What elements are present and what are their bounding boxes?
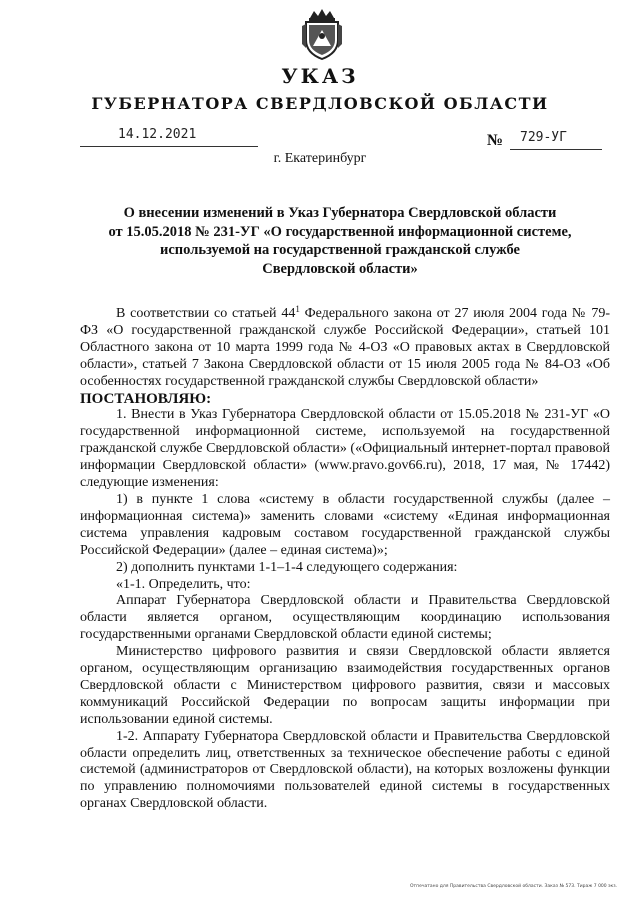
issuer-title: ГУБЕРНАТОРА СВЕРДЛОВСКОЙ ОБЛАСТИ <box>91 94 549 113</box>
number-sign: № <box>487 132 504 149</box>
coat-of-arms-icon <box>300 8 344 60</box>
decree-keyword: ПОСТАНОВЛЯЮ: <box>80 390 212 407</box>
heading-line: О внесении изменений в Указ Губернатора Свердловской области <box>123 205 557 221</box>
number-underline <box>510 149 602 150</box>
paragraph: 1-2. Аппарату Губернатора Свердловской области и Правительства Свердловской области определить лиц, ответственных за техническое обеспечение работы с единой системой (администраторов от Свердловской области), на которых возложены функции по управлению полномочиями пользователей единой системы в государственных органах Свердловской области. <box>80 728 610 812</box>
paragraph: Министерство цифрового развития и связи Свердловской области является органом, осуществляющим организацию взаимодействия государственных органов Свердловской области с Министерством цифрового развития, связи и массовых коммуникаций Российской Федерации по вопросам защиты информации при использовании единой системы. <box>80 644 610 727</box>
paragraph: 1. Внести в Указ Губернатора Свердловской области от 15.05.2018 № 231-УГ «О государственной информационной системе, используемой на государственной гражданской службе Свердловской области» («Официальный интернет-портал правовой информации Свердловской области» (www.pravo.gov66.ru), 2018, 17 мая, № 17442) следующие изменения: <box>80 407 610 491</box>
paragraph: Аппарат Губернатора Свердловской области и Правительства Свердловской области является органом, осуществляющим координацию использования государственными органами Свердловской области единой системы; <box>80 593 610 643</box>
decree-number: 729-УГ <box>520 130 567 145</box>
heading-line: от 15.05.2018 № 231-УГ «О государственной информационной системе, <box>108 223 572 240</box>
print-note: Отпечатано для Правительства Свердловской области. Заказ № 573. Тираж 7 000 экз. <box>410 884 618 889</box>
heading-line: Свердловской области» <box>262 260 418 277</box>
decree-heading <box>80 204 600 278</box>
issue-city: г. Екатеринбург <box>273 151 367 166</box>
paragraph: 1) в пункте 1 слова «систему в области государственной службы (далее – информационная система)» заменить словами «систему «Единая информационная система управления кадровым составом государственной гражданской службы Российской Федерации» (далее – единая система)»; <box>80 491 610 558</box>
preamble-paragraph: В соответствии со статьей $44^1$ Федерального закона от 27 июля 2004 года № 79-ФЗ «О государственной гражданской службе Российской Федерации», статьей 101 Областного закона от 10 марта 1999 года № 4-ОЗ «О правовых актах в Свердловской области», статьей 7 Закона Свердловской области от 15 июля 2005 года № 84-ОЗ «Об особенностях государственной гражданской службы Свердловской области» <box>80 304 610 389</box>
decree-date: 14.12.2021 <box>118 127 197 142</box>
document-type-title: УКАЗ <box>281 64 359 88</box>
heading-line: используемой на государственной гражданской службе <box>159 242 520 258</box>
paragraph: «1-1. Определить, что: <box>116 576 251 592</box>
paragraph: 2) дополнить пунктами 1-1–1-4 следующего содержания: <box>116 559 458 575</box>
decree-body <box>80 306 610 813</box>
article-superscript: 1 <box>295 304 300 314</box>
date-underline <box>80 146 258 147</box>
